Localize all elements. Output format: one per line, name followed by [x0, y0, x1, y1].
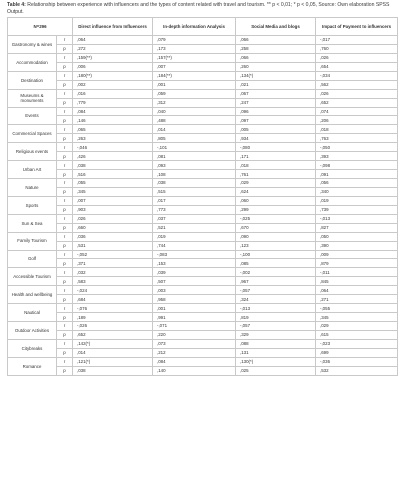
- header-impact-payment: Impact of Payment to influencers: [316, 18, 398, 36]
- row-category-label: Nature: [8, 179, 57, 197]
- table-cell: ,515: [153, 187, 236, 196]
- table-cell: ,660: [73, 223, 153, 232]
- stat-label-r: r: [57, 71, 73, 80]
- table-cell: -,013: [316, 214, 398, 223]
- table-cell: ,157(**): [153, 53, 236, 62]
- stat-label-r: r: [57, 250, 73, 259]
- table-cell: ,038: [73, 366, 153, 375]
- table-cell: ,026: [316, 89, 398, 98]
- table-cell: ,760: [316, 44, 398, 53]
- table-cell: -,013: [236, 304, 316, 313]
- table-body: [8, 36, 398, 376]
- table-cell: ,324: [236, 295, 316, 304]
- table-row: [8, 286, 398, 295]
- table-cell: ,184(**): [153, 71, 236, 80]
- stat-label-p: p: [57, 330, 73, 339]
- table-row: [8, 268, 398, 277]
- stat-label-p: p: [57, 152, 73, 161]
- table-cell: ,021: [236, 80, 316, 89]
- table-cell: ,173: [153, 44, 236, 53]
- stat-label-p: p: [57, 277, 73, 286]
- table-cell: ,065: [73, 125, 153, 134]
- table-cell: ,684: [73, 295, 153, 304]
- table-cell: ,060: [236, 196, 316, 205]
- table-cell: ,773: [153, 205, 236, 214]
- table-cell: ,532: [316, 366, 398, 375]
- stat-label-p: p: [57, 223, 73, 232]
- table-cell: -,023: [316, 339, 398, 348]
- table-cell: ,029: [236, 179, 316, 188]
- row-category-label: Citybreaks: [8, 339, 57, 357]
- table-cell: ,073: [153, 339, 236, 348]
- stat-label-p: p: [57, 62, 73, 71]
- table-row: [8, 313, 398, 322]
- table-cell: ,097: [236, 116, 316, 125]
- row-category-label: Health and wellbeing: [8, 286, 57, 304]
- table-cell: ,159(**): [73, 53, 153, 62]
- table-cell: ,091: [316, 170, 398, 179]
- table-header-row: [8, 18, 398, 36]
- table-cell: ,108: [153, 170, 236, 179]
- table-cell: ,017: [153, 196, 236, 205]
- table-cell: ,032: [73, 268, 153, 277]
- table-cell: -,011: [316, 268, 398, 277]
- stat-label-p: p: [57, 259, 73, 268]
- table-cell: ,345: [73, 187, 153, 196]
- stat-label-r: r: [57, 89, 73, 98]
- table-cell: ,699: [316, 348, 398, 357]
- table-row: [8, 295, 398, 304]
- table-cell: ,002: [73, 80, 153, 89]
- table-cell: ,739: [316, 205, 398, 214]
- table-cell: ,056: [316, 179, 398, 188]
- table-row: [8, 161, 398, 170]
- row-category-label: Golf: [8, 250, 57, 268]
- table-cell: ,212: [153, 348, 236, 357]
- table-caption: [7, 2, 399, 15]
- table-row: [8, 330, 398, 339]
- table-row: [8, 62, 398, 71]
- table-cell: ,084: [73, 107, 153, 116]
- table-row: [8, 214, 398, 223]
- table-cell: ,001: [153, 304, 236, 313]
- table-cell: ,014: [153, 125, 236, 134]
- table-cell: ,055: [73, 179, 153, 188]
- row-category-label: Sun & Sea: [8, 214, 57, 232]
- table-cell: ,018: [236, 161, 316, 170]
- table-cell: -,057: [236, 286, 316, 295]
- table-row: [8, 259, 398, 268]
- table-cell: ,654: [316, 62, 398, 71]
- stat-label-r: r: [57, 143, 73, 152]
- table-row: [8, 348, 398, 357]
- stat-label-r: r: [57, 286, 73, 295]
- table-cell: ,583: [73, 277, 153, 286]
- table-cell: ,123: [236, 241, 316, 250]
- table-cell: ,652: [316, 98, 398, 107]
- table-row: [8, 36, 398, 45]
- stat-label-r: r: [57, 322, 73, 331]
- stat-label-r: r: [57, 268, 73, 277]
- stat-label-r: r: [57, 53, 73, 62]
- table-row: [8, 89, 398, 98]
- table-row: [8, 366, 398, 375]
- table-cell: ,805: [153, 134, 236, 143]
- table-cell: ,426: [73, 152, 153, 161]
- table-row: [8, 250, 398, 259]
- stat-label-p: p: [57, 313, 73, 322]
- table-row: [8, 196, 398, 205]
- table-cell: ,171: [236, 152, 316, 161]
- table-cell: ,180(**): [73, 71, 153, 80]
- table-cell: ,903: [73, 205, 153, 214]
- table-cell: ,079: [153, 36, 236, 45]
- table-cell: ,131: [236, 348, 316, 357]
- table-row: [8, 53, 398, 62]
- row-category-label: Outdoor Activities: [8, 322, 57, 340]
- table-cell: ,019: [316, 196, 398, 205]
- row-category-label: Museums & monuments: [8, 89, 57, 107]
- table-row: [8, 304, 398, 313]
- table-cell: ,260: [236, 62, 316, 71]
- row-category-label: Destination: [8, 71, 57, 89]
- stat-label-p: p: [57, 205, 73, 214]
- row-category-label: Family Tourism: [8, 232, 57, 250]
- table-cell: -,002: [236, 268, 316, 277]
- row-category-label: Romance: [8, 357, 57, 375]
- table-cell: ,967: [236, 277, 316, 286]
- table-cell: ,991: [153, 313, 236, 322]
- table-row: [8, 152, 398, 161]
- table-row: [8, 179, 398, 188]
- stat-label-r: r: [57, 125, 73, 134]
- table-cell: ,093: [153, 161, 236, 170]
- table-cell: ,258: [236, 44, 316, 53]
- table-cell: ,090: [236, 232, 316, 241]
- table-cell: ,064: [73, 36, 153, 45]
- table-cell: ,146: [73, 116, 153, 125]
- correlation-table: [7, 17, 398, 376]
- table-cell: ,516: [73, 170, 153, 179]
- table-cell: ,189: [73, 313, 153, 322]
- stat-label-p: p: [57, 187, 73, 196]
- table-cell: ,003: [153, 286, 236, 295]
- table-cell: ,014: [73, 348, 153, 357]
- table-cell: ,066: [236, 53, 316, 62]
- table-cell: ,220: [153, 330, 236, 339]
- row-category-label: Religious events: [8, 143, 57, 161]
- table-cell: -,071: [153, 322, 236, 331]
- table-cell: ,670: [236, 223, 316, 232]
- table-cell: ,007: [73, 196, 153, 205]
- table-cell: ,340: [316, 187, 398, 196]
- table-cell: -,055: [316, 304, 398, 313]
- table-row: [8, 205, 398, 214]
- table-row: [8, 339, 398, 348]
- table-cell: ,272: [73, 44, 153, 53]
- table-cell: -,083: [153, 250, 236, 259]
- table-cell: -,026: [73, 322, 153, 331]
- table-cell: ,624: [236, 187, 316, 196]
- table-cell: ,345: [316, 313, 398, 322]
- table-cell: ,531: [73, 241, 153, 250]
- stat-label-p: p: [57, 98, 73, 107]
- table-cell: ,958: [153, 295, 236, 304]
- table-cell: ,521: [153, 223, 236, 232]
- table-cell: ,615: [316, 330, 398, 339]
- table-cell: ,038: [73, 161, 153, 170]
- table-cell: ,827: [316, 223, 398, 232]
- table-cell: ,652: [73, 330, 153, 339]
- table-cell: ,819: [236, 313, 316, 322]
- table-row: [8, 322, 398, 331]
- table-cell: ,025: [236, 366, 316, 375]
- table-cell: ,066: [236, 36, 316, 45]
- table-cell: ,121(*): [73, 357, 153, 366]
- table-cell: -,050: [316, 143, 398, 152]
- stat-label-r: r: [57, 196, 73, 205]
- row-category-label: Urban Art: [8, 161, 57, 179]
- table-cell: ,026: [73, 214, 153, 223]
- stat-label-p: p: [57, 241, 73, 250]
- table-cell: ,879: [316, 259, 398, 268]
- stat-label-p: p: [57, 80, 73, 89]
- table-cell: ,206: [316, 116, 398, 125]
- table-cell: ,016: [73, 89, 153, 98]
- table-cell: ,001: [153, 80, 236, 89]
- table-cell: ,134(*): [236, 71, 316, 80]
- caption-label: Table 4:: [7, 2, 26, 8]
- table-cell: ,390: [316, 241, 398, 250]
- stat-label-r: r: [57, 107, 73, 116]
- table-cell: ,153: [153, 259, 236, 268]
- table-row: [8, 232, 398, 241]
- table-cell: -,034: [316, 71, 398, 80]
- table-cell: -,025: [236, 214, 316, 223]
- table-row: [8, 98, 398, 107]
- table-cell: ,140: [153, 366, 236, 375]
- stat-label-r: r: [57, 339, 73, 348]
- header-in-depth-analysis: In-depth information Analysis: [153, 18, 236, 36]
- row-category-label: Accessible Tourism: [8, 268, 57, 286]
- table-row: [8, 44, 398, 53]
- table-cell: -,101: [153, 143, 236, 152]
- table-cell: ,084: [153, 357, 236, 366]
- table-cell: ,299: [236, 205, 316, 214]
- table-cell: ,040: [153, 107, 236, 116]
- table-cell: ,006: [73, 62, 153, 71]
- stat-label-r: r: [57, 179, 73, 188]
- table-cell: ,130(*): [236, 357, 316, 366]
- row-category-label: Sports: [8, 196, 57, 214]
- table-row: [8, 134, 398, 143]
- row-category-label: Accommodation: [8, 53, 57, 71]
- stat-label-r: r: [57, 357, 73, 366]
- table-cell: ,074: [316, 107, 398, 116]
- stat-label-r: r: [57, 232, 73, 241]
- stat-label-p: p: [57, 134, 73, 143]
- table-cell: ,271: [316, 295, 398, 304]
- table-cell: -,076: [73, 304, 153, 313]
- table-row: [8, 223, 398, 232]
- table-cell: ,507: [153, 277, 236, 286]
- header-direct-influence: Direct influence from Influencers: [73, 18, 153, 36]
- table-cell: ,081: [153, 152, 236, 161]
- table-cell: ,059: [153, 89, 236, 98]
- table-cell: -,017: [316, 36, 398, 45]
- table-cell: ,763: [316, 134, 398, 143]
- table-cell: ,562: [316, 80, 398, 89]
- table-cell: ,067: [236, 89, 316, 98]
- table-cell: ,934: [236, 134, 316, 143]
- table-cell: -,080: [236, 143, 316, 152]
- stat-label-p: p: [57, 366, 73, 375]
- table-cell: ,845: [316, 277, 398, 286]
- table-cell: ,393: [316, 152, 398, 161]
- table-cell: ,371: [73, 259, 153, 268]
- header-sample-size: N=296: [8, 18, 73, 36]
- table-cell: ,488: [153, 116, 236, 125]
- table-cell: ,036: [73, 232, 153, 241]
- stat-label-r: r: [57, 36, 73, 45]
- stat-label-p: p: [57, 44, 73, 53]
- stat-label-r: r: [57, 304, 73, 313]
- table-row: [8, 107, 398, 116]
- row-category-label: Commercial Spaces: [8, 125, 57, 143]
- table-cell: ,088: [236, 339, 316, 348]
- table-cell: ,007: [153, 62, 236, 71]
- table-cell: ,005: [236, 125, 316, 134]
- table-row: [8, 187, 398, 196]
- stat-label-p: p: [57, 116, 73, 125]
- table-cell: -,052: [73, 250, 153, 259]
- table-cell: ,779: [73, 98, 153, 107]
- table-cell: ,142(*): [73, 339, 153, 348]
- table-row: [8, 143, 398, 152]
- table-cell: ,037: [153, 214, 236, 223]
- row-category-label: Gastronomy & wines: [8, 36, 57, 54]
- table-cell: ,038: [153, 179, 236, 188]
- stat-label-p: p: [57, 348, 73, 357]
- table-cell: -,046: [73, 143, 153, 152]
- table-cell: ,064: [316, 286, 398, 295]
- table-cell: ,329: [236, 330, 316, 339]
- table-cell: ,096: [236, 107, 316, 116]
- stat-label-r: r: [57, 214, 73, 223]
- table-row: [8, 277, 398, 286]
- table-cell: -,036: [316, 357, 398, 366]
- table-row: [8, 80, 398, 89]
- stat-label-p: p: [57, 170, 73, 179]
- header-social-media-blogs: Social Media and blogs: [236, 18, 316, 36]
- table-cell: ,026: [316, 53, 398, 62]
- table-cell: -,024: [73, 286, 153, 295]
- table-cell: ,744: [153, 241, 236, 250]
- table-cell: ,312: [153, 98, 236, 107]
- table-row: [8, 71, 398, 80]
- table-cell: ,085: [236, 259, 316, 268]
- table-cell: ,018: [316, 125, 398, 134]
- table-row: [8, 241, 398, 250]
- row-category-label: Events: [8, 107, 57, 125]
- table-cell: ,019: [153, 232, 236, 241]
- table-cell: -,098: [316, 161, 398, 170]
- table-row: [8, 116, 398, 125]
- caption-text: Relationship between experience with influencers and the types of content related with travel and tourism. ** p < 0,01; * p < 0,05, Source: Own elaboration SPSS Output.: [7, 2, 390, 15]
- table-cell: ,263: [73, 134, 153, 143]
- table-row: [8, 170, 398, 179]
- table-row: [8, 357, 398, 366]
- stat-label-p: p: [57, 295, 73, 304]
- table-cell: ,009: [316, 250, 398, 259]
- table-cell: ,050: [316, 232, 398, 241]
- table-row: [8, 125, 398, 134]
- table-cell: ,029: [316, 322, 398, 331]
- table-cell: -,100: [236, 250, 316, 259]
- stat-label-r: r: [57, 161, 73, 170]
- row-category-label: Nautical: [8, 304, 57, 322]
- table-cell: ,039: [153, 268, 236, 277]
- table-cell: -,057: [236, 322, 316, 331]
- table-cell: ,247: [236, 98, 316, 107]
- table-cell: ,761: [236, 170, 316, 179]
